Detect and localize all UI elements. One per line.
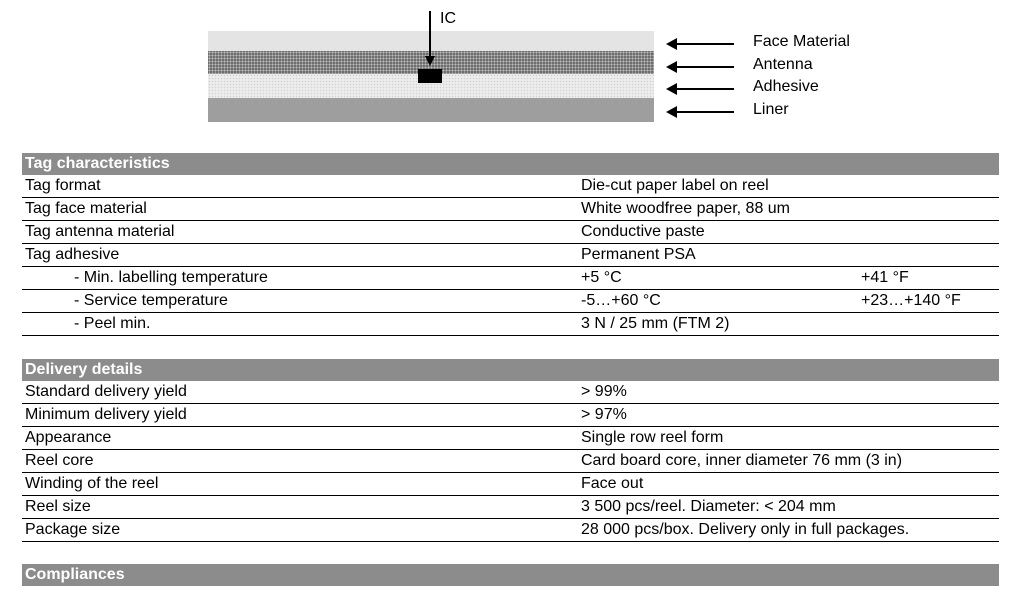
antenna-arrow-icon [666,56,736,76]
row-value: 3 500 pcs/reel. Diameter: < 204 mm [581,498,836,515]
row-value: Die-cut paper label on reel [581,177,769,194]
ic-arrow-head [425,56,435,66]
tag-layer-diagram [0,0,1014,130]
table-row [22,427,999,450]
table-row [22,496,999,519]
adhesive-arrow-icon [666,78,736,98]
compliances-table [22,564,999,586]
row-value: > 97% [581,406,627,423]
row-key: - Service temperature [74,292,228,309]
face-material-label: Face Material [753,33,850,50]
table-row [22,221,999,244]
ic-chip [418,69,442,83]
section-header: Delivery details [22,359,999,381]
row-value-fahrenheit: +41 °F [861,269,909,286]
liner-arrow-icon [666,101,736,121]
tag-characteristics-table [22,153,999,336]
section-header: Tag characteristics [22,153,999,175]
table-row [22,267,999,290]
table-row [22,473,999,496]
row-value: White woodfree paper, 88 um [581,200,791,217]
row-value: +5 °C [581,269,622,286]
table-row [22,290,999,313]
face-material-arrow-icon [666,33,736,53]
row-value: Card board core, inner diameter 76 mm (3 in) [581,452,903,469]
table-row [22,175,999,198]
row-key: Tag antenna material [25,223,175,240]
delivery-details-table [22,359,999,542]
row-value: 3 N / 25 mm (FTM 2) [581,315,730,332]
row-key: Winding of the reel [25,475,159,492]
row-key: Standard delivery yield [25,383,187,400]
row-key: Tag face material [25,200,147,217]
ic-arrow-line [429,11,431,59]
row-value-fahrenheit: +23…+140 °F [861,292,961,309]
antenna-label: Antenna [753,56,813,73]
section-header: Compliances [22,564,999,586]
row-key: Appearance [25,429,112,446]
ic-label: IC [440,10,456,27]
table-row [22,450,999,473]
row-value: 28 000 pcs/box. Delivery only in full packages. [581,521,910,538]
row-key: Reel size [25,498,91,515]
table-row [22,313,999,336]
table-row [22,404,999,427]
table-row [22,381,999,404]
face-material-layer [208,31,654,51]
liner-layer [208,98,654,122]
liner-label: Liner [753,101,789,118]
row-key: Reel core [25,452,94,469]
row-key: Package size [25,521,121,538]
row-key: - Min. labelling temperature [74,269,268,286]
row-key: Tag format [25,177,101,194]
row-value: Face out [581,475,644,492]
adhesive-label: Adhesive [753,78,819,95]
row-value: -5…+60 °C [581,292,661,309]
row-key: - Peel min. [74,315,151,332]
row-value: > 99% [581,383,627,400]
row-value: Conductive paste [581,223,705,240]
table-row [22,519,999,542]
table-row [22,244,999,267]
row-key: Tag adhesive [25,246,120,263]
row-key: Minimum delivery yield [25,406,187,423]
row-value: Single row reel form [581,429,724,446]
table-row [22,198,999,221]
row-value: Permanent PSA [581,246,696,263]
